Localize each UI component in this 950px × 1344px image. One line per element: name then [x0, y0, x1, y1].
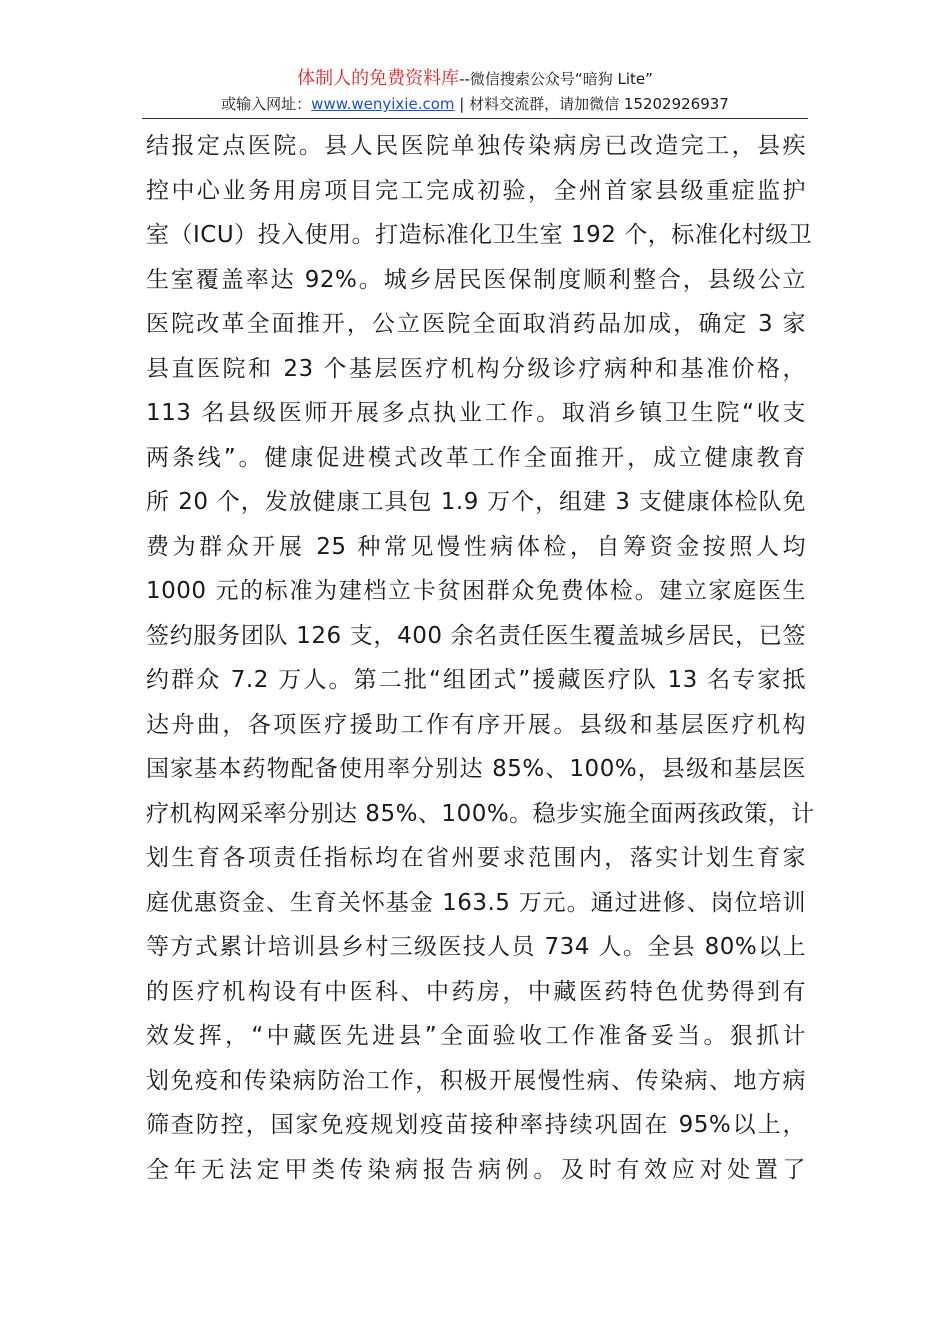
text-line: 筛查防控，国家免疫规划疫苗接种率持续巩固在 95%以上，	[146, 1112, 806, 1138]
page-header	[142, 66, 808, 119]
text-line: 国家基本药物配备使用率分别达 85%、100%，县级和基层医	[146, 756, 806, 782]
text-line: 达舟曲，各项医疗援助工作有序开展。县级和基层医疗机构	[146, 711, 806, 738]
brand-title: 体制人的免费资料库	[297, 68, 460, 89]
text-line: 划免疫和传染病防治工作，积极开展慢性病、传染病、地方病	[146, 1067, 806, 1094]
text-line: 庭优惠资金、生育关怀基金 163.5 万元。通过进修、岗位培训	[146, 889, 806, 916]
text-line: 的医疗机构设有中医科、中药房，中藏医药特色优势得到有	[146, 978, 806, 1005]
text-line: 费为群众开展 25 种常见慢性病体检，自筹资金按照人均	[146, 533, 806, 560]
text-line: 签约服务团队 126 支，400 余名责任医生覆盖城乡居民，已签	[146, 622, 806, 649]
text-line: 全年无法定甲类传染病报告病例。及时有效应对处置了	[146, 1156, 806, 1183]
text-line: 室（ICU）投入使用。打造标准化卫生室 192 个，标准化村级卫	[146, 222, 813, 248]
website-link[interactable]: www.wenyixie.com	[311, 95, 455, 113]
text-line: 等方式累计培训县乡村三级医技人员 734 人。全县 80%以上	[146, 934, 806, 960]
header-slogan: --微信搜索公众号“暗狗 Lite”	[459, 70, 653, 88]
contact-info: | 材料交流群，请加微信 15202926937	[454, 95, 729, 113]
text-line: 结报定点医院。县人民医院单独传染病房已改造完工，县疾	[146, 133, 806, 159]
text-line: 划生育各项责任指标均在省州要求范围内，落实计划生育家	[146, 845, 806, 871]
text-line: 生室覆盖率达 92%。城乡居民医保制度顺利整合，县级公立	[146, 266, 806, 293]
text-line: 113 名县级医师开展多点执业工作。取消乡镇卫生院“收支	[146, 400, 806, 426]
text-line: 县直医院和 23 个基层医疗机构分级诊疗病种和基准价格，	[146, 355, 806, 382]
text-line: 所 20 个，发放健康工具包 1.9 万个，组建 3 支健康体检队免	[146, 489, 806, 515]
text-line: 控中心业务用房项目完工完成初验，全州首家县级重症监护	[146, 177, 806, 204]
text-line: 约群众 7.2 万人。第二批“组团式”援藏医疗队 13 名专家抵	[146, 667, 806, 693]
text-line: 医院改革全面推开，公立医院全面取消药品加成，确定 3 家	[146, 311, 806, 337]
body-paragraph	[146, 124, 815, 1192]
text-line: 疗机构网采率分别达 85%、100%。稳步实施全面两孩政策，计	[146, 800, 815, 827]
header-title-line	[142, 66, 808, 92]
url-prefix: 或输入网址：	[221, 95, 312, 113]
header-contact-line	[142, 92, 808, 116]
text-line: 两条线”。健康促进模式改革工作全面推开，成立健康教育	[146, 444, 806, 471]
text-line: 1000 元的标准为建档立卡贫困群众免费体检。建立家庭医生	[146, 578, 806, 604]
text-line: 效发挥，“中藏医先进县”全面验收工作准备妥当。狠抓计	[146, 1023, 806, 1049]
